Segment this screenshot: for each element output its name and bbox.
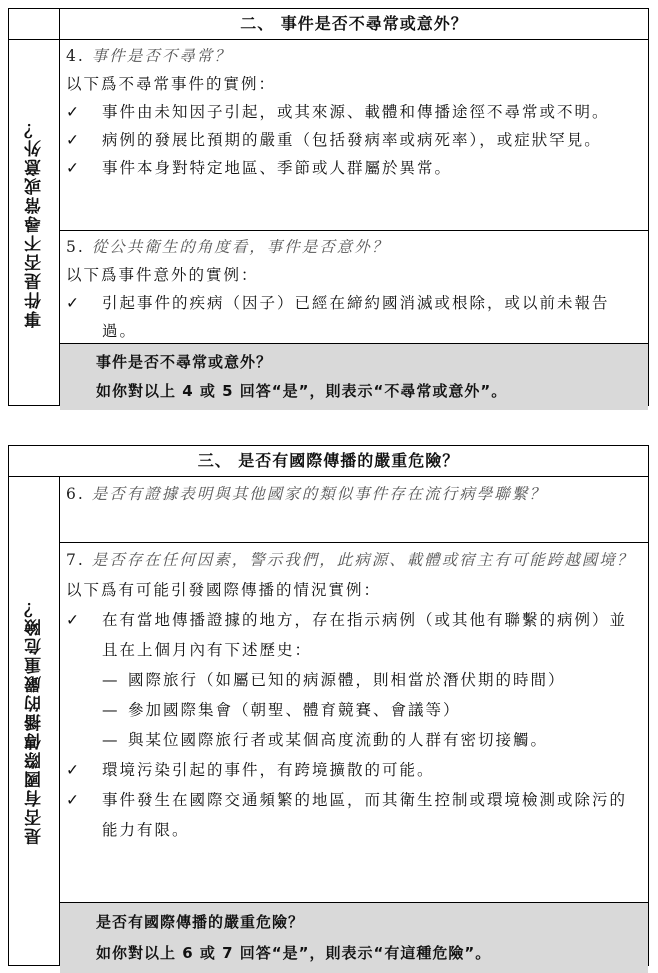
list-item: ✓ 在有當地傳播證據的地方，存在指示病例（或其他有聯繫的病例）並且在上個月內有下述歷史： (66, 605, 642, 665)
dash-icon: — (102, 701, 120, 719)
list-item: ✓ 事件由未知因子引起，或其來源、載體和傳播途徑不尋常或不明。 (66, 98, 642, 126)
section-2-title: 二、 事件是否不尋常或意外？ (240, 14, 468, 33)
question-5 (60, 231, 648, 344)
check-icon: ✓ (66, 791, 81, 809)
section-2-summary (60, 344, 648, 410)
section-2-side-text: 事件是否不尋常或意外？ (24, 118, 45, 328)
check-icon: ✓ (66, 131, 81, 149)
question-4 (60, 40, 648, 231)
question-7-title: 7. 是否存在任何因素，警示我們，此病源、載體或宿主有可能跨越國境？ (66, 551, 635, 569)
summary-answer: 如你對以上 6 或 7 回答“是”，則表示“有這種危險”。 (96, 944, 492, 962)
header-corner (9, 9, 60, 39)
dash-item: — 參加國際集會（朝聖、體育競賽、會議等） (66, 695, 642, 725)
section-3-summary (60, 903, 648, 973)
summary-question: 事件是否不尋常或意外？ (96, 353, 273, 371)
section-2-header (9, 9, 648, 40)
check-icon: ✓ (66, 294, 81, 312)
section-3-table (8, 445, 649, 966)
question-4-title: 4. 事件是否不尋常？ (66, 47, 232, 65)
question-5-intro: 以下爲事件意外的實例： (66, 266, 259, 284)
section-2-table (8, 8, 649, 406)
section-3-title: 三、 是否有國際傳播的嚴重危險？ (197, 451, 460, 470)
question-6 (60, 477, 648, 543)
dash-item: — 國際旅行（如屬已知的病源體，則相當於潛伏期的時間） (66, 665, 642, 695)
list-item: ✓ 病例的發展比預期的嚴重（包括發病率或病死率），或症狀罕見。 (66, 126, 642, 154)
dash-icon: — (102, 671, 120, 689)
list-item: ✓ 事件本身對特定地區、季節或人群屬於異常。 (66, 154, 642, 182)
check-icon: ✓ (66, 761, 81, 779)
section-3-side-label (9, 477, 60, 966)
summary-answer: 如你對以上 4 或 5 回答“是”，則表示“不尋常或意外”。 (96, 382, 508, 400)
question-7-intro: 以下爲有可能引發國際傳播的情況實例： (66, 581, 382, 599)
list-item: ✓ 事件發生在國際交通頻繁的地區，而其衛生控制或環境檢測或除污的能力有限。 (66, 785, 642, 845)
check-icon: ✓ (66, 103, 81, 121)
list-item: ✓ 環境污染引起的事件，有跨境擴散的可能。 (66, 755, 642, 785)
summary-question: 是否有國際傳播的嚴重危險？ (96, 913, 305, 931)
dash-item: — 與某位國際旅行者或某個高度流動的人群有密切接觸。 (66, 725, 642, 755)
question-5-title: 5. 從公共衛生的角度看，事件是否意外？ (66, 238, 390, 256)
check-icon: ✓ (66, 611, 81, 629)
list-item: ✓ 引起事件的疾病（因子）已經在締約國消滅或根除，或以前未報告過。 (66, 289, 642, 345)
section-3-header (9, 446, 648, 477)
question-4-intro: 以下爲不尋常事件的實例： (66, 75, 277, 93)
dash-icon: — (102, 731, 120, 749)
section-2-side-label (9, 40, 60, 406)
section-3-side-text: 是否有國際傳播的嚴重危險？ (24, 598, 45, 845)
check-icon: ✓ (66, 159, 81, 177)
question-7 (60, 543, 648, 903)
question-6-title: 6. 是否有證據表明與其他國家的類似事件存在流行病學聯繫？ (66, 485, 547, 503)
